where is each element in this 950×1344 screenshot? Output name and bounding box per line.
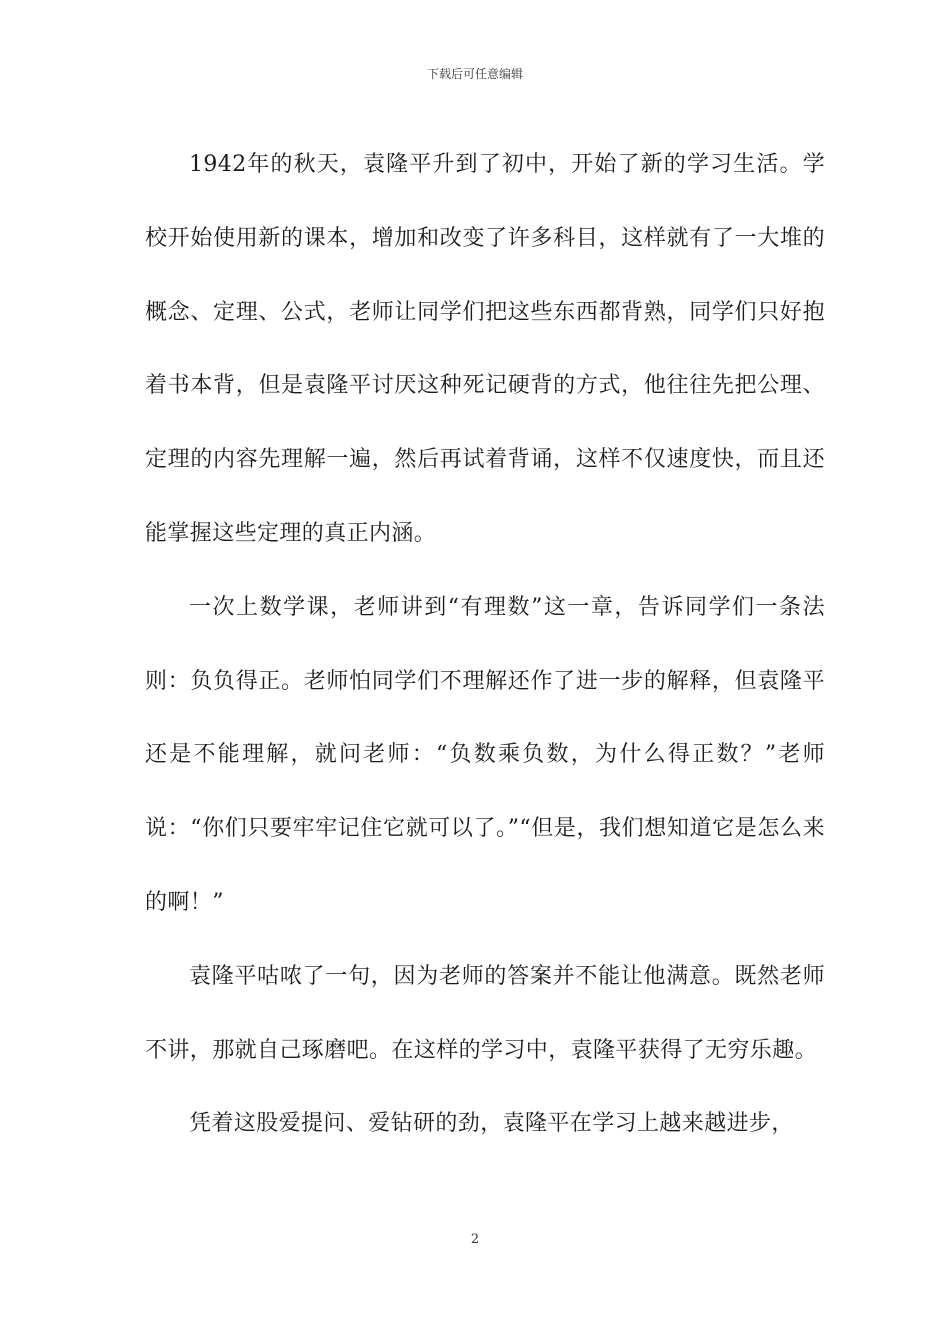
paragraph-2: 一次上数学课，老师讲到“有理数”这一章，告诉同学们一条法则：负负得正。老师怕同学们不理解还作了进一步的解释，但袁隆平还是不能理解，就问老师：“负数乘负数，为什么得正数？”老师说：“你们只要牢牢记住它就可以了。”“但是，我们想知道它是怎么来的啊！” xyxy=(145,594,825,915)
paragraph-1: 1942年的秋天，袁隆平升到了初中，开始了新的学习生活。学校开始使用新的课本，增加和改变了许多科目，这样就有了一大堆的概念、定理、公式，老师让同学们把这些东西都背熟，同学们只好抱着书本背，但是袁隆平讨厌这种死记硬背的方式，他往往先把公理、定理的内容先理解一遍，然后再试着背诵，这样不仅速度快，而且还能掌握这些定理的真正内涵。 xyxy=(145,152,825,546)
paragraph-3: 袁隆平咕哝了一句，因为老师的答案并不能让他满意。既然老师不讲，那就自己琢磨吧。在这样的学习中，袁隆平获得了无穷乐趣。 xyxy=(145,963,825,1063)
page-number: 2 xyxy=(470,1232,480,1247)
body-text xyxy=(145,128,825,1161)
page-header: 下载后可任意编辑 xyxy=(426,67,523,81)
paragraph-4: 凭着这股爱提问、爱钻研的劲，袁隆平在学习上越来越进步， xyxy=(189,1111,794,1137)
